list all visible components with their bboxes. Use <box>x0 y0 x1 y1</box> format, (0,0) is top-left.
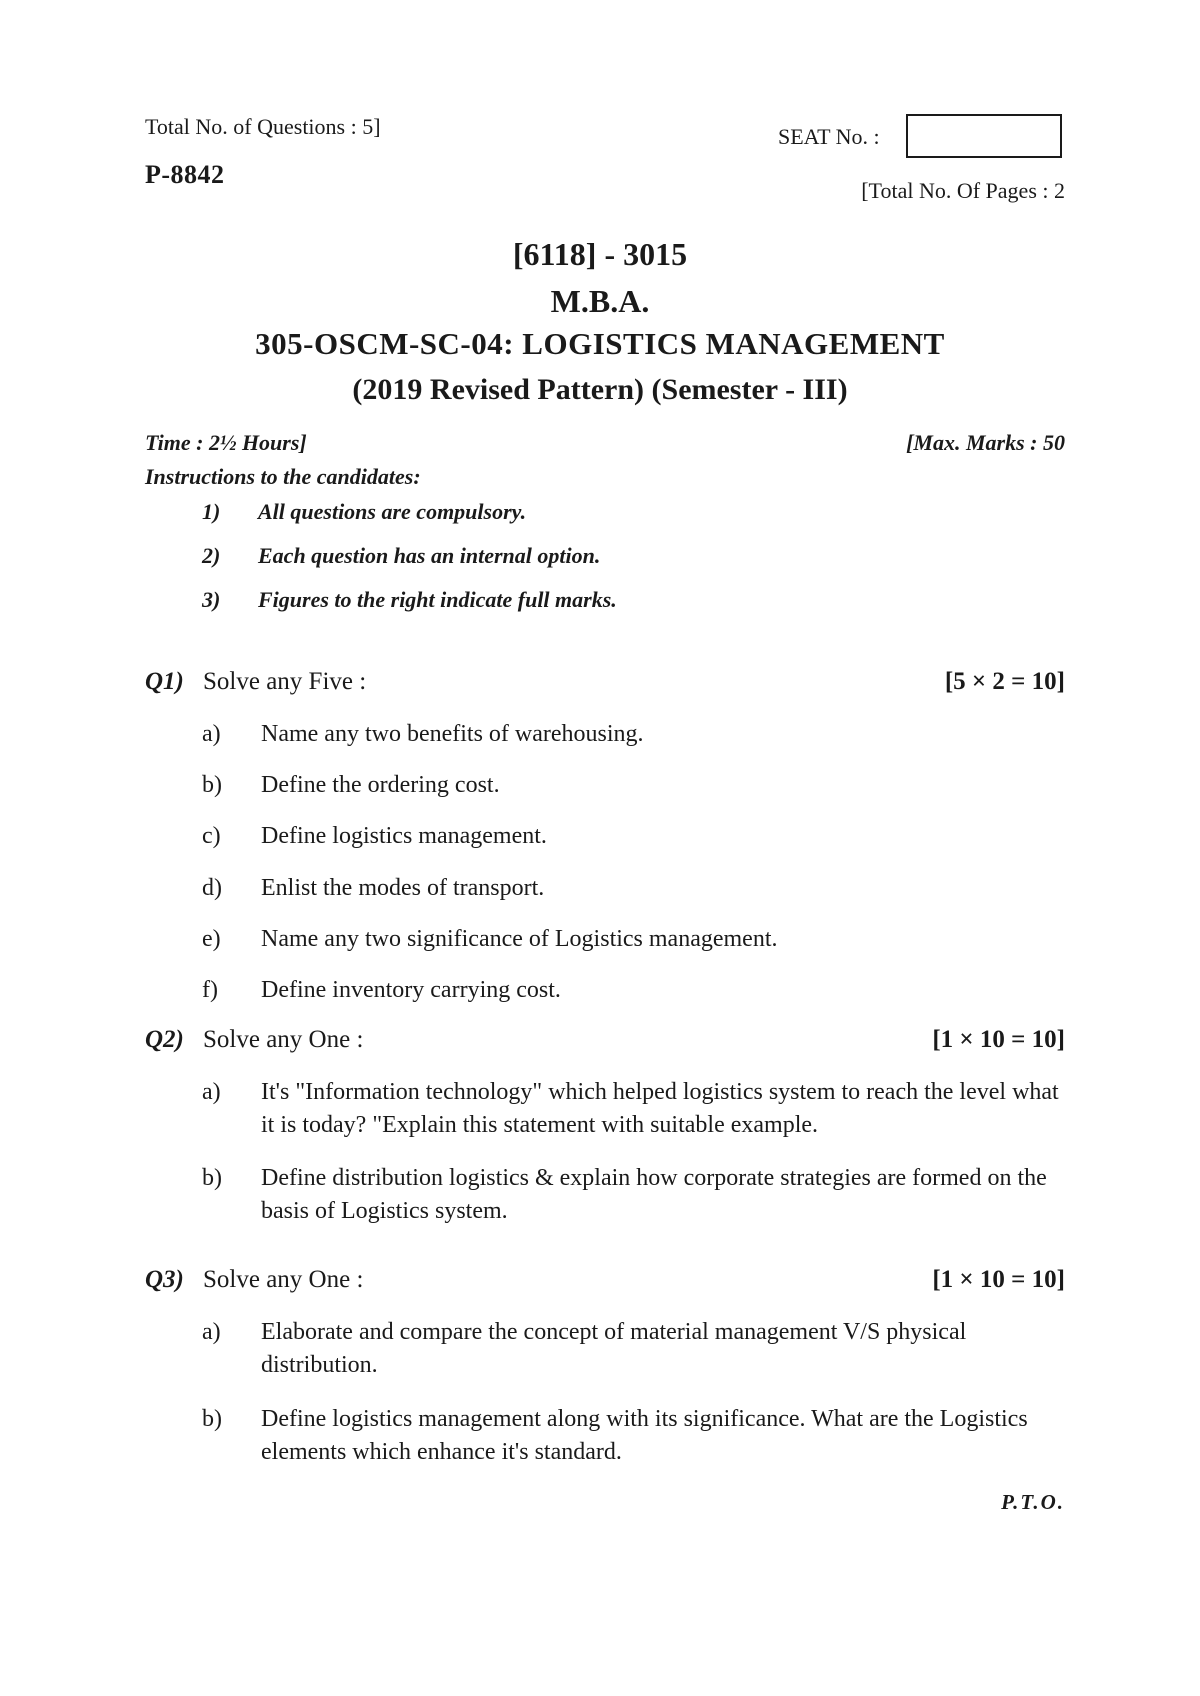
seat-number-box[interactable] <box>906 114 1062 158</box>
instructions-title: Instructions to the candidates: <box>145 464 421 489</box>
question-label: Q2) <box>145 1026 184 1053</box>
subquestion-letter: e) <box>202 926 221 952</box>
subquestion-letter: f) <box>202 977 218 1003</box>
question-title: Solve any One : <box>203 1266 364 1293</box>
subquestion-text: Define logistics management along with its significance. What are the Logistics elements which enhance it's standard. <box>261 1406 1028 1465</box>
question-label: Q3) <box>145 1266 184 1293</box>
paper-code: P-8842 <box>145 160 225 189</box>
seat-number-label: SEAT No. : <box>778 124 880 149</box>
subquestion-letter: d) <box>202 875 222 901</box>
instruction-number: 3) <box>202 587 221 612</box>
subquestion-text: Define logistics management. <box>261 823 547 849</box>
subquestion-text: Enlist the modes of transport. <box>261 875 545 901</box>
degree-title: M.B.A. <box>550 283 650 319</box>
question-label: Q1) <box>145 668 184 695</box>
max-marks: [Max. Marks : 50 <box>906 430 1065 455</box>
question-title: Solve any Five : <box>203 668 367 695</box>
pattern-title: (2019 Revised Pattern) (Semester - III) <box>352 373 848 406</box>
exam-code: [6118] - 3015 <box>512 236 688 272</box>
question-marks: [1 × 10 = 10] <box>932 1026 1065 1053</box>
subquestion-letter: a) <box>202 1319 221 1345</box>
question-title: Solve any One : <box>203 1026 364 1053</box>
subquestion-letter: a) <box>202 721 221 747</box>
subquestion-letter: b) <box>202 1406 222 1432</box>
exam-time: Time : 2½ Hours] <box>145 430 307 455</box>
subquestion-letter: c) <box>202 823 221 849</box>
subquestion-text: Define the ordering cost. <box>261 772 500 798</box>
please-turn-over: P.T.O. <box>1001 1490 1065 1514</box>
subquestion-letter: a) <box>202 1079 221 1105</box>
instruction-text: Figures to the right indicate full marks. <box>258 587 617 612</box>
total-pages: [Total No. Of Pages : 2 <box>861 178 1065 203</box>
subquestion-letter: b) <box>202 772 222 798</box>
question-marks: [1 × 10 = 10] <box>932 1266 1065 1293</box>
instruction-number: 2) <box>202 543 221 568</box>
subquestion-text: Elaborate and compare the concept of material management V/S physical distribution. <box>261 1319 967 1378</box>
subquestion-text: Define inventory carrying cost. <box>261 977 561 1003</box>
subquestion-text: Define distribution logistics & explain how corporate strategies are formed on the basis of Logistics system. <box>261 1165 1047 1224</box>
subquestion-text: Name any two benefits of warehousing. <box>261 721 644 747</box>
subject-title: 305-OSCM-SC-04: LOGISTICS MANAGEMENT <box>255 326 945 361</box>
total-questions: Total No. of Questions : 5] <box>145 114 381 139</box>
question-marks: [5 × 2 = 10] <box>944 668 1065 695</box>
instruction-text: Each question has an internal option. <box>258 543 601 568</box>
instruction-number: 1) <box>202 499 221 524</box>
instruction-text: All questions are compulsory. <box>258 499 527 524</box>
subquestion-text: Name any two significance of Logistics management. <box>261 926 778 952</box>
subquestion-text: It's "Information technology" which helped logistics system to reach the level what it is today? "Explain this statement with suitable example. <box>261 1079 1059 1138</box>
subquestion-letter: b) <box>202 1165 222 1191</box>
